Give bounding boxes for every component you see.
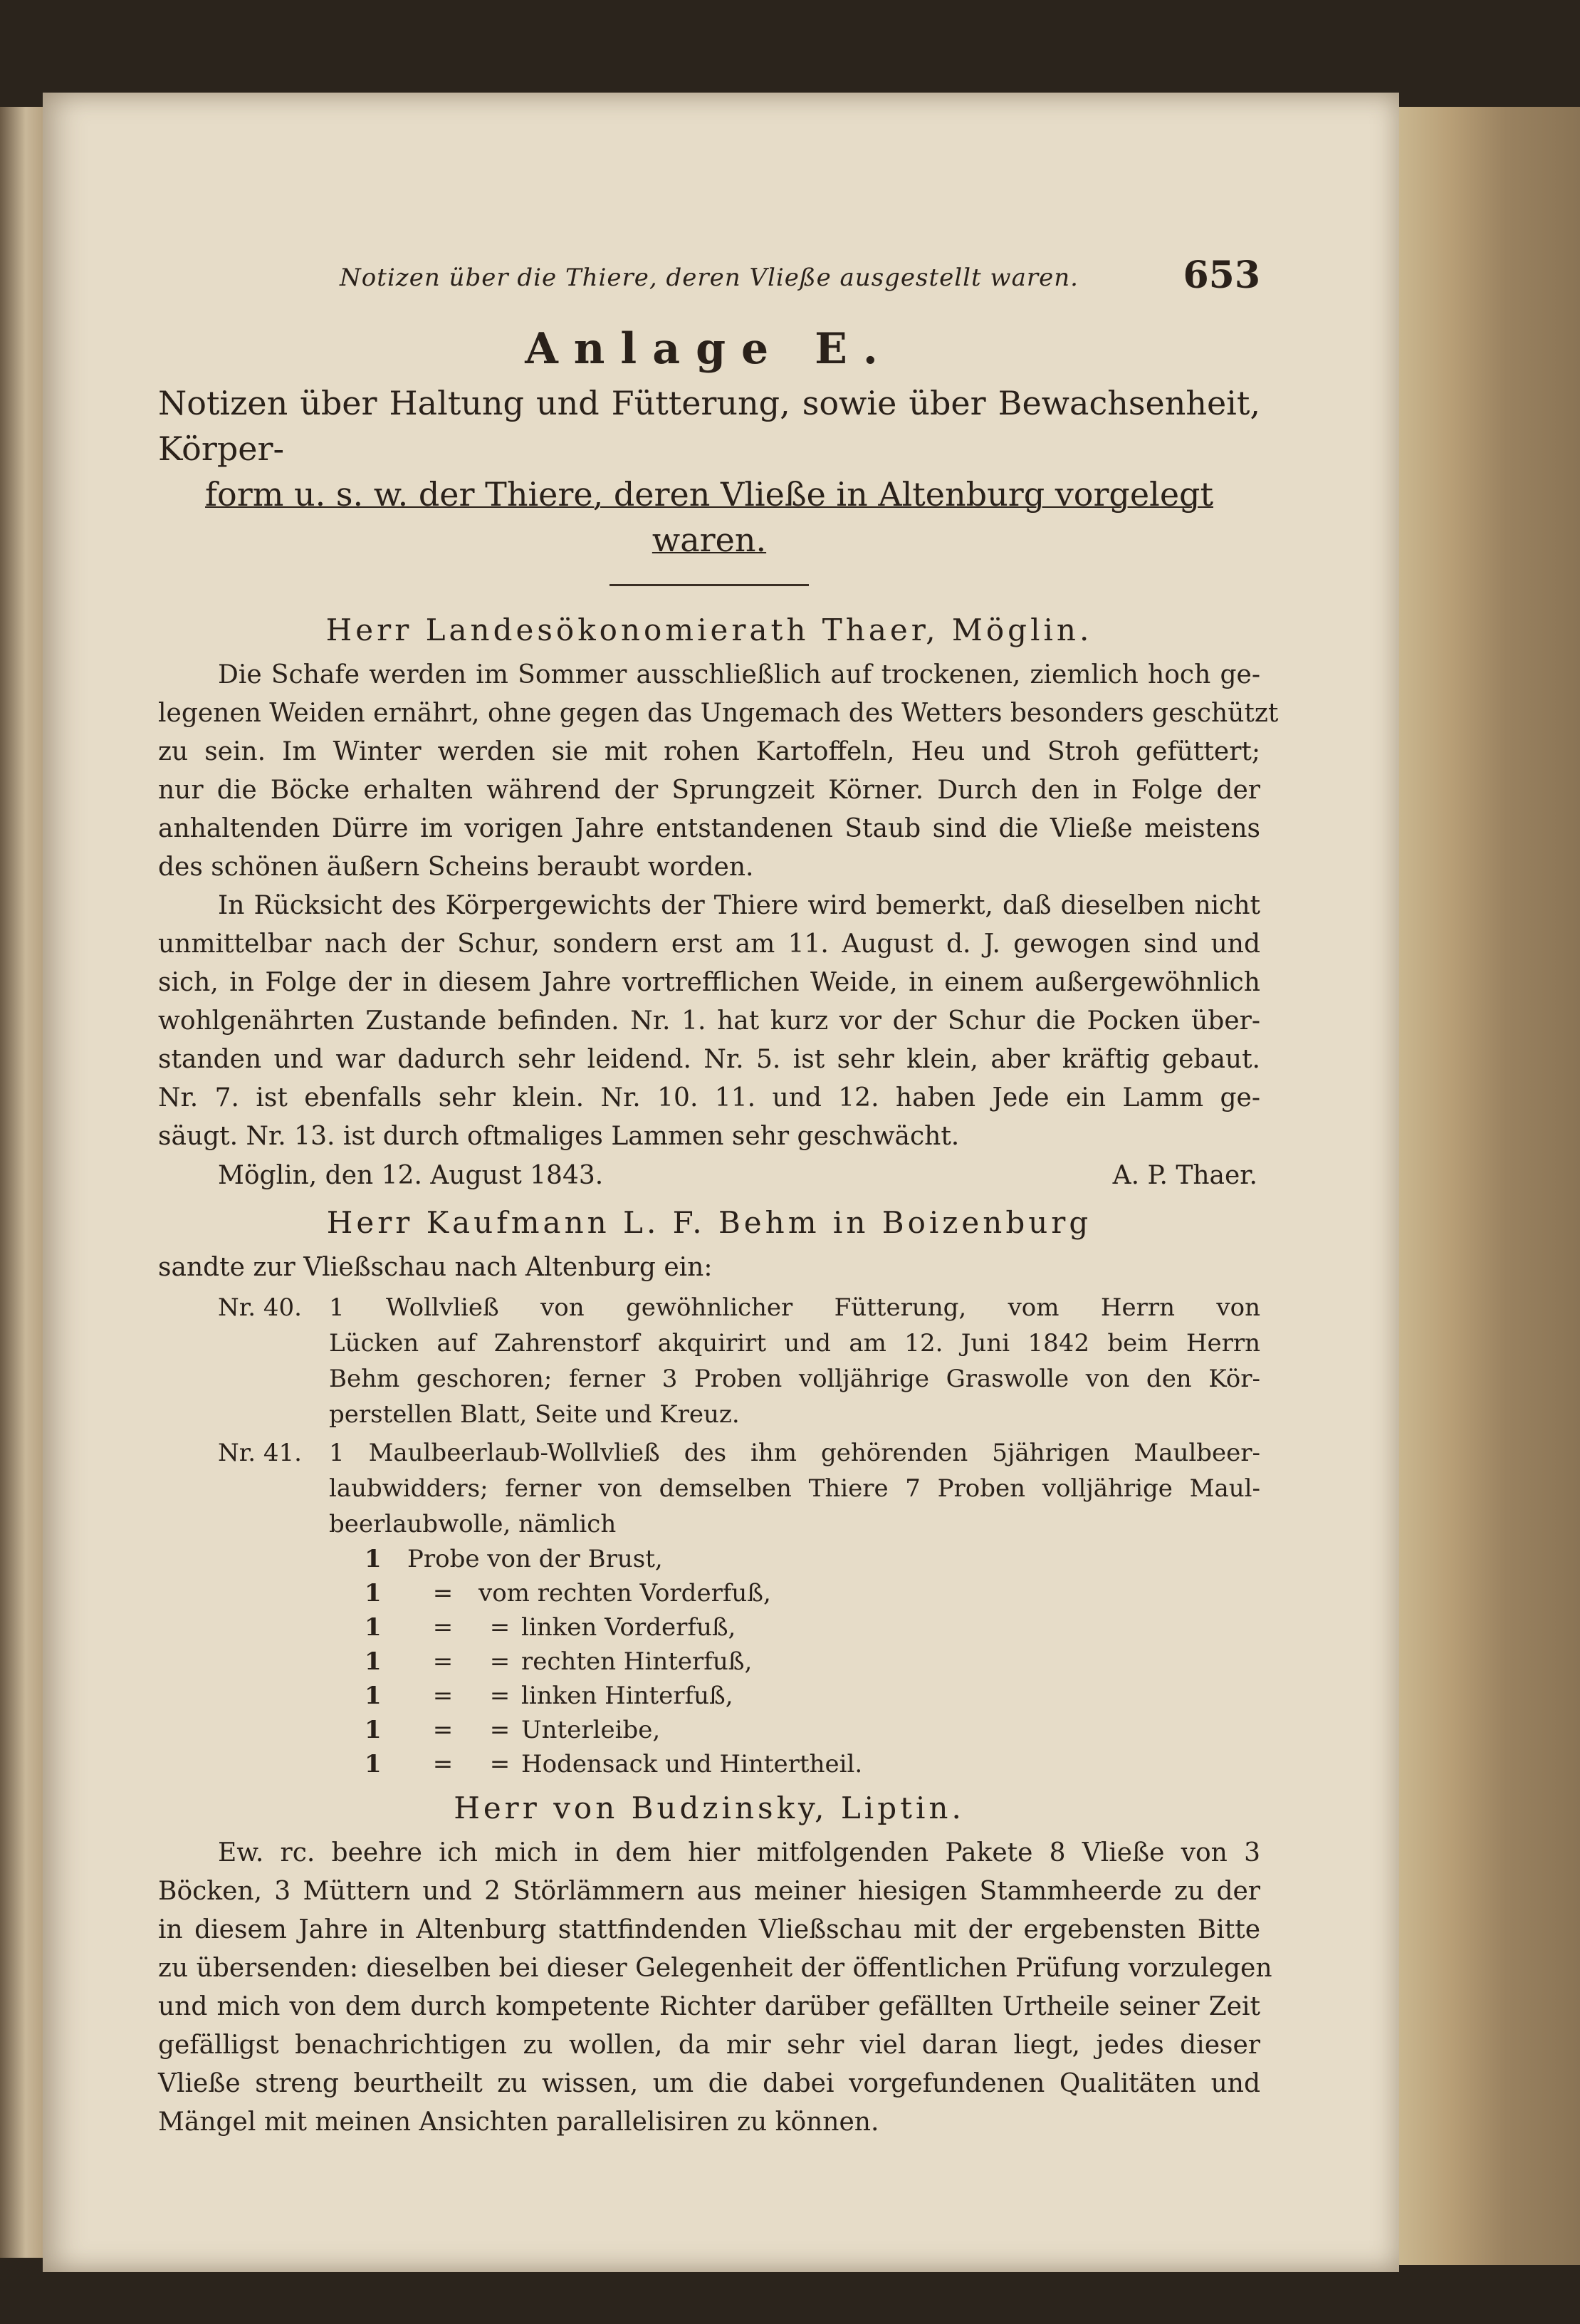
- entry-nr-41: [158, 1435, 1260, 1542]
- section-heading-budzinsky: Herr von Budzinsky, Liptin.: [454, 1791, 965, 1825]
- sample-row: [365, 1645, 1260, 1679]
- sample-row: [365, 1747, 1260, 1781]
- running-title: Notizen über die Thiere, deren Vließe ausgestellt waren.: [340, 264, 1079, 292]
- sample-text: Probe von der Brust,: [407, 1545, 663, 1573]
- text-line: legenen Weiden ernährt, ohne gegen das Ungemach des Wetters besonders geschützt: [158, 699, 1279, 728]
- text-line: standen und war dadurch sehr leidend. Nr. 5. ist sehr klein, aber kräftig gebaut.: [158, 1045, 1260, 1074]
- text-line: beerlaubwolle, nämlich: [329, 1510, 617, 1538]
- signature-place-date: Möglin, den 12. August 1843.: [218, 1161, 604, 1190]
- entry-text: [329, 1435, 1260, 1542]
- page-content: [158, 254, 1279, 2142]
- ditto-mark: =: [432, 1682, 454, 1710]
- sample-text: linken Vorderfuß,: [521, 1613, 736, 1642]
- page-number: 653: [1183, 254, 1260, 297]
- text-line: Ew. rc. beehre ich mich in dem hier mitfolgenden Pakete 8 Vließe von 3: [218, 1838, 1260, 1867]
- text-line: und mich von dem durch kompetente Richter darüber gefällten Urtheile seiner Zeit: [158, 1992, 1260, 2021]
- sample-count: 1: [365, 1750, 382, 1778]
- sample-row: [365, 1542, 1260, 1576]
- text-line: Die Schafe werden im Sommer ausschließlich auf trockenen, ziemlich hoch ge-: [218, 660, 1260, 689]
- text-line: zu sein. Im Winter werden sie mit rohen Kartoffeln, Heu und Stroh gefüttert;: [158, 737, 1260, 766]
- ditto-mark: =: [489, 1750, 511, 1778]
- entry-text: [329, 1290, 1260, 1432]
- subtitle-line-2: form u. s. w. der Thiere, deren Vließe in Altenburg vorgelegt waren.: [205, 475, 1213, 559]
- text-line: perstellen Blatt, Seite und Kreuz.: [329, 1400, 740, 1429]
- section-heading-thaer: Herr Landesökonomierath Thaer, Möglin.: [325, 613, 1093, 647]
- text-line: unmittelbar nach der Schur, sondern erst am 11. August d. J. gewogen sind und: [158, 929, 1260, 959]
- sample-count: 1: [365, 1682, 382, 1710]
- sample-count: 1: [365, 1716, 382, 1744]
- sample-count: 1: [365, 1647, 382, 1676]
- text-line: in diesem Jahre in Altenburg stattfindenden Vließschau mit der ergebensten Bitte: [158, 1915, 1260, 1944]
- page: [43, 93, 1399, 2272]
- text-line: nur die Böcke erhalten während der Sprungzeit Körner. Durch den in Folge der: [158, 776, 1260, 805]
- text-line: 1 Maulbeerlaub-Wollvließ des ihm gehörenden 5jährigen Maulbeer-: [329, 1439, 1260, 1467]
- ditto-mark: =: [432, 1750, 454, 1778]
- entry-nr-40: [158, 1290, 1260, 1432]
- sample-text: Unterleibe,: [521, 1716, 661, 1744]
- ditto-mark: =: [432, 1613, 454, 1642]
- text-line: zu übersenden: dieselben bei dieser Gelegenheit der öffentlichen Prüfung vorzulegen: [158, 1954, 1272, 1983]
- text-line: sandte zur Vließschau nach Altenburg ein:: [158, 1253, 713, 1282]
- ditto-mark: =: [489, 1716, 511, 1744]
- ditto-mark: =: [489, 1682, 511, 1710]
- text-line: Böcken, 3 Müttern und 2 Störlämmern aus meiner hiesigen Stammheerde zu der: [158, 1877, 1260, 1906]
- paragraph-thaer-1: [158, 656, 1279, 887]
- ditto-mark: =: [489, 1647, 511, 1676]
- text-line: sich, in Folge der in diesem Jahre vortrefflichen Weide, in einem außergewöhnlich: [158, 968, 1260, 997]
- ditto-mark: =: [432, 1579, 454, 1607]
- text-line: säugt. Nr. 13. ist durch oftmaliges Lammen sehr geschwächt.: [158, 1122, 960, 1151]
- ditto-mark: =: [432, 1647, 454, 1676]
- sample-row: [365, 1576, 1260, 1610]
- text-line: Lücken auf Zahrenstorf akquirirt und am 12. Juni 1842 beim Herrn: [329, 1329, 1260, 1358]
- entry-number: Nr. 40.: [218, 1293, 302, 1322]
- sample-count: 1: [365, 1545, 382, 1573]
- text-line: des schönen äußern Scheins beraubt worden.: [158, 853, 754, 882]
- sample-row: [365, 1713, 1260, 1747]
- subtitle-line-1: Notizen über Haltung und Fütterung, sowie über Bewachsenheit, Körper-: [158, 384, 1260, 468]
- appendix-heading: Anlage E.: [525, 324, 894, 374]
- entry-number: Nr. 41.: [218, 1439, 302, 1467]
- text-line: Mängel mit meinen Ansichten parallelisiren zu können.: [158, 2107, 879, 2137]
- left-page-edge: [0, 107, 43, 2258]
- text-line: laubwidders; ferner von demselben Thiere 7 Proben volljährige Maul-: [329, 1474, 1260, 1503]
- paragraph-thaer-2: [158, 887, 1260, 1156]
- paragraph-behm-intro: [158, 1249, 1260, 1287]
- book-cover-edge: [1395, 107, 1580, 2265]
- signature-line: [158, 1156, 1260, 1196]
- sample-text: Hodensack und Hintertheil.: [521, 1750, 863, 1778]
- text-line: In Rücksicht des Körpergewichts der Thiere wird bemerkt, daß dieselben nicht: [218, 891, 1260, 920]
- sample-text: linken Hinterfuß,: [521, 1682, 733, 1710]
- section-heading-behm: Herr Kaufmann L. F. Behm in Boizenburg: [326, 1205, 1092, 1240]
- ditto-mark: =: [489, 1613, 511, 1642]
- text-line: gefälligst benachrichtigen zu wollen, da mir sehr viel daran liegt, jedes dieser: [158, 2031, 1260, 2060]
- divider-rule: [609, 584, 809, 586]
- sample-row: [365, 1679, 1260, 1713]
- ditto-mark: =: [432, 1716, 454, 1744]
- text-line: Behm geschoren; ferner 3 Proben volljährige Graswolle von den Kör-: [329, 1365, 1260, 1393]
- sample-list: [365, 1542, 1260, 1781]
- sample-text: vom rechten Vorderfuß,: [478, 1579, 771, 1607]
- text-line: anhaltenden Dürre im vorigen Jahre entstandenen Staub sind die Vließe meistens: [158, 814, 1260, 843]
- text-line: Vließe streng beurtheilt zu wissen, um die dabei vorgefundenen Qualitäten und: [158, 2069, 1260, 2098]
- signature-name: A. P. Thaer.: [1112, 1161, 1257, 1190]
- sample-row: [365, 1610, 1260, 1645]
- text-line: Nr. 7. ist ebenfalls sehr klein. Nr. 10. 11. und 12. haben Jede ein Lamm ge-: [158, 1083, 1260, 1113]
- text-line: wohlgenährten Zustande befinden. Nr. 1. hat kurz vor der Schur die Pocken über-: [158, 1006, 1260, 1036]
- sample-count: 1: [365, 1579, 382, 1607]
- sample-count: 1: [365, 1613, 382, 1642]
- running-head: [158, 254, 1260, 318]
- sample-text: rechten Hinterfuß,: [521, 1647, 753, 1676]
- text-line: 1 Wollvließ von gewöhnlicher Fütterung, vom Herrn von: [329, 1293, 1260, 1322]
- paragraph-budzinsky: [158, 1834, 1272, 2142]
